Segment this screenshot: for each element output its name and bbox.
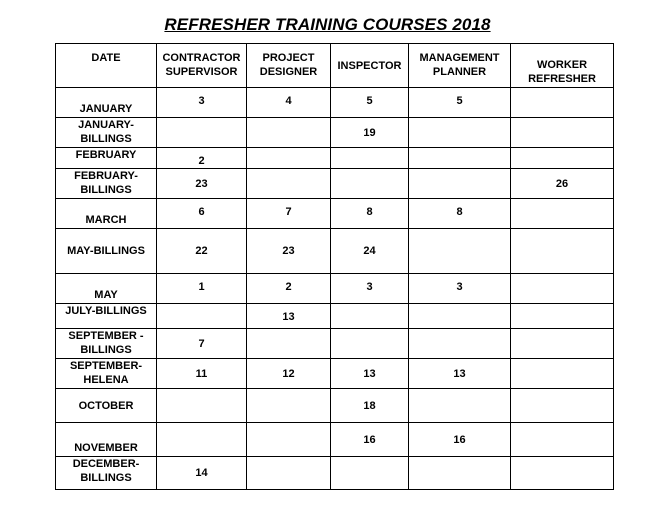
designer-cell: [247, 118, 331, 148]
planner-cell: 3: [409, 274, 511, 304]
date-cell: NOVEMBER: [56, 423, 157, 457]
table-row: [56, 423, 614, 457]
table-row: [56, 329, 614, 359]
date-cell: OCTOBER: [56, 389, 157, 423]
inspector-cell: 19: [331, 118, 409, 148]
contractor-cell: 2: [157, 148, 247, 169]
designer-cell: 7: [247, 199, 331, 229]
planner-cell: [409, 457, 511, 490]
date-cell: JANUARY-BILLINGS: [56, 118, 157, 148]
worker-cell: [511, 457, 614, 490]
table-row: [56, 359, 614, 389]
date-cell: MAY-BILLINGS: [56, 229, 157, 274]
inspector-cell: [331, 457, 409, 490]
date-cell: SEPTEMBER -BILLINGS: [56, 329, 157, 359]
inspector-cell: 18: [331, 389, 409, 423]
page-title: REFRESHER TRAINING COURSES 2018: [164, 15, 491, 34]
column-header-worker-refresher: WORKER REFRESHER: [511, 44, 614, 88]
table-row: [56, 457, 614, 490]
table-row: [56, 169, 614, 199]
designer-cell: 13: [247, 304, 331, 329]
inspector-cell: 5: [331, 88, 409, 118]
contractor-cell: 6: [157, 199, 247, 229]
table-row: [56, 304, 614, 329]
designer-cell: [247, 169, 331, 199]
designer-cell: 4: [247, 88, 331, 118]
inspector-cell: 3: [331, 274, 409, 304]
designer-cell: [247, 457, 331, 490]
date-cell: JULY-BILLINGS: [56, 304, 157, 329]
header-row: [56, 44, 614, 88]
contractor-cell: [157, 118, 247, 148]
inspector-cell: [331, 169, 409, 199]
contractor-cell: [157, 304, 247, 329]
inspector-cell: [331, 304, 409, 329]
inspector-cell: 16: [331, 423, 409, 457]
designer-cell: 23: [247, 229, 331, 274]
date-cell: DECEMBER-BILLINGS: [56, 457, 157, 490]
column-header-contractor-supervisor: CONTRACTOR SUPERVISOR: [157, 44, 247, 88]
worker-cell: [511, 359, 614, 389]
planner-cell: [409, 329, 511, 359]
date-cell: JANUARY: [56, 88, 157, 118]
planner-cell: 5: [409, 88, 511, 118]
designer-cell: [247, 423, 331, 457]
contractor-cell: 22: [157, 229, 247, 274]
planner-cell: [409, 389, 511, 423]
worker-cell: [511, 118, 614, 148]
planner-cell: 16: [409, 423, 511, 457]
contractor-cell: [157, 389, 247, 423]
worker-cell: [511, 88, 614, 118]
designer-cell: 2: [247, 274, 331, 304]
designer-cell: [247, 148, 331, 169]
contractor-cell: 3: [157, 88, 247, 118]
planner-cell: [409, 169, 511, 199]
planner-cell: [409, 304, 511, 329]
designer-cell: [247, 389, 331, 423]
date-cell: SEPTEMBER-HELENA: [56, 359, 157, 389]
table-row: [56, 199, 614, 229]
contractor-cell: 7: [157, 329, 247, 359]
date-cell: FEBRUARY: [56, 148, 157, 169]
worker-cell: [511, 148, 614, 169]
contractor-cell: 14: [157, 457, 247, 490]
column-header-date: DATE: [56, 44, 157, 88]
inspector-cell: 24: [331, 229, 409, 274]
worker-cell: [511, 274, 614, 304]
inspector-cell: 13: [331, 359, 409, 389]
contractor-cell: 11: [157, 359, 247, 389]
table-row: [56, 229, 614, 274]
inspector-cell: [331, 329, 409, 359]
designer-cell: [247, 329, 331, 359]
training-schedule-table: [55, 43, 614, 490]
worker-cell: 26: [511, 169, 614, 199]
date-cell: FEBRUARY-BILLINGS: [56, 169, 157, 199]
designer-cell: 12: [247, 359, 331, 389]
inspector-cell: 8: [331, 199, 409, 229]
contractor-cell: 1: [157, 274, 247, 304]
planner-cell: 13: [409, 359, 511, 389]
table-row: [56, 274, 614, 304]
planner-cell: [409, 229, 511, 274]
planner-cell: 8: [409, 199, 511, 229]
column-header-management-planner: MANAGEMENT PLANNER: [409, 44, 511, 88]
worker-cell: [511, 389, 614, 423]
contractor-cell: 23: [157, 169, 247, 199]
inspector-cell: [331, 148, 409, 169]
worker-cell: [511, 304, 614, 329]
worker-cell: [511, 423, 614, 457]
planner-cell: [409, 148, 511, 169]
worker-cell: [511, 199, 614, 229]
table-row: [56, 118, 614, 148]
worker-cell: [511, 229, 614, 274]
contractor-cell: [157, 423, 247, 457]
worker-cell: [511, 329, 614, 359]
planner-cell: [409, 118, 511, 148]
date-cell: MAY: [56, 274, 157, 304]
date-cell: MARCH: [56, 199, 157, 229]
table-row: [56, 148, 614, 169]
table-row: [56, 389, 614, 423]
column-header-inspector: INSPECTOR: [331, 44, 409, 88]
column-header-project-designer: PROJECT DESIGNER: [247, 44, 331, 88]
table-row: [56, 88, 614, 118]
